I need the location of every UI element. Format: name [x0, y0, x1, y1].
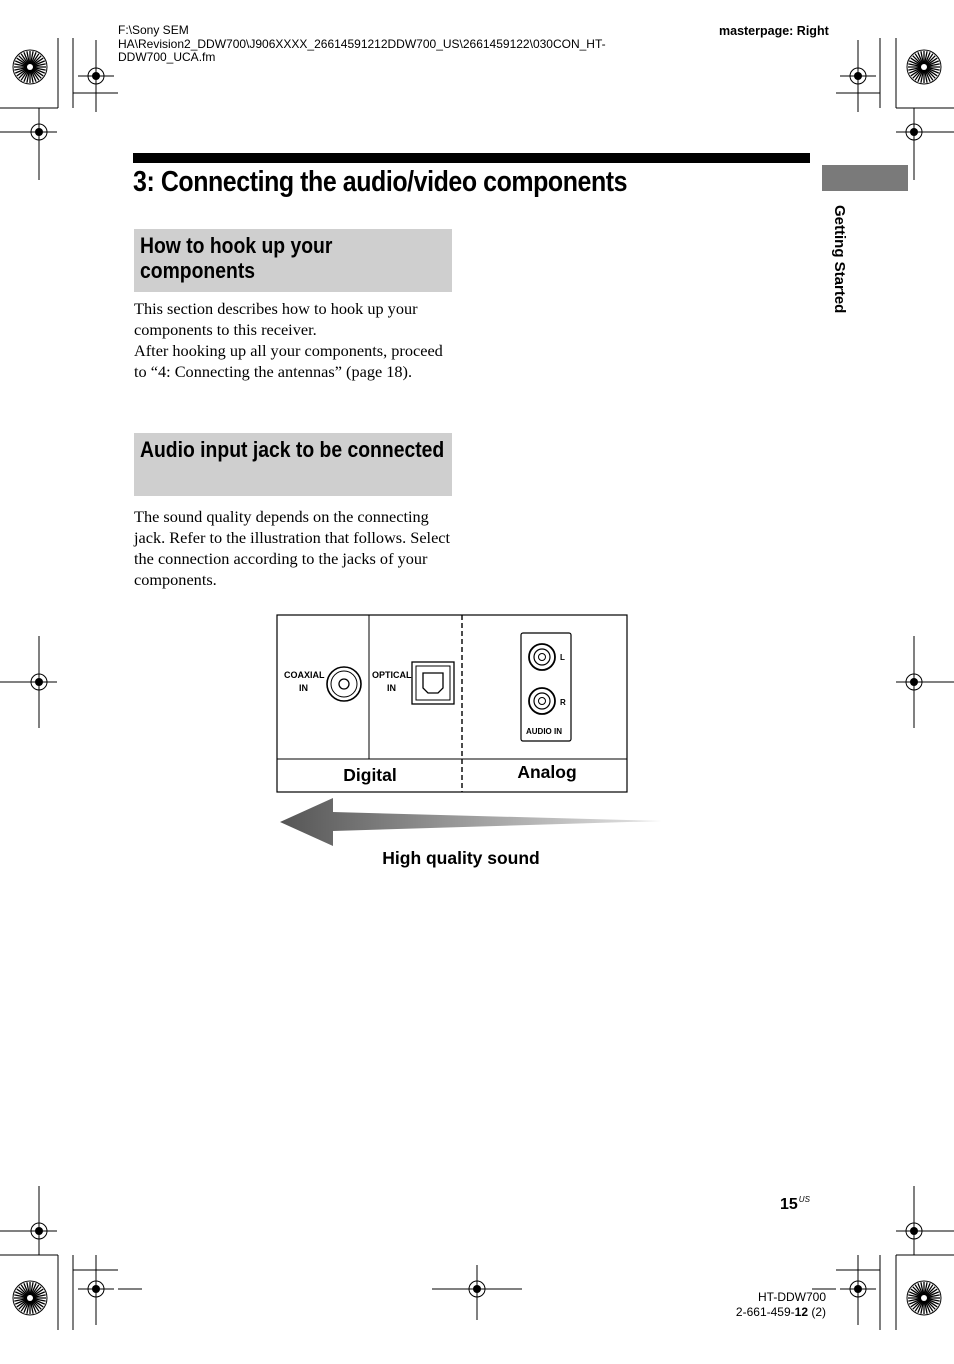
- section-heading: How to hook up your components: [140, 233, 333, 283]
- optical-in-label: IN: [387, 683, 396, 693]
- optical-jack-icon: [412, 662, 454, 704]
- paragraph: After hooking up all your components, proceed to “4: Connecting the antennas” (page 18).: [134, 341, 443, 381]
- audio-in-l-jack-icon: [529, 644, 555, 670]
- title-rule: [133, 153, 810, 163]
- optical-label: OPTICAL: [372, 670, 412, 680]
- high-quality-caption: High quality sound: [382, 848, 540, 868]
- side-tab: [822, 165, 908, 191]
- coaxial-in-label: IN: [299, 683, 308, 693]
- digital-label: Digital: [343, 765, 397, 785]
- audio-jack-illustration: [270, 610, 670, 875]
- page-region-suffix: US: [798, 1195, 810, 1204]
- page-number: [780, 1195, 810, 1214]
- audio-in-r-jack-icon: [529, 688, 555, 714]
- side-tab-label: Getting Started: [831, 205, 848, 314]
- section-heading: Audio input jack to be connected: [140, 437, 445, 462]
- part-code-prefix: 2-661-459-: [735, 1304, 795, 1319]
- masterpage-label: masterpage: Right: [719, 24, 829, 38]
- part-code-suffix: (2): [808, 1304, 826, 1319]
- page-title: 3: Connecting the audio/video components: [133, 166, 628, 198]
- audio-in-label: AUDIO IN: [526, 727, 562, 736]
- part-code-bold: 12: [794, 1304, 808, 1319]
- paragraph: The sound quality depends on the connecting jack. Refer to the illustration that follows. Select the connection according to the jacks of your components.: [134, 507, 451, 589]
- paragraph: This section describes how to hook up your components to this receiver.: [134, 299, 418, 339]
- quality-arrow-icon: [280, 798, 662, 846]
- file-path: F:\Sony SEM HA\Revision2_DDW700\J906XXXX_26614591212DDW700_US\2661459122\030CON_HT- DDW700_UCA.fm: [118, 23, 606, 64]
- page-number-value: 15: [780, 1196, 798, 1213]
- coaxial-jack-icon: [327, 667, 361, 701]
- part-code: [700, 1305, 826, 1320]
- left-channel-label: L: [560, 653, 565, 662]
- coaxial-label: COAXIAL: [284, 670, 325, 680]
- right-channel-label: R: [560, 698, 566, 707]
- model-name: HT-DDW700: [757, 1290, 826, 1304]
- section-heading-box: [134, 229, 452, 292]
- section-heading-box: [134, 433, 452, 496]
- section-body: [134, 506, 459, 590]
- model-block: [700, 1290, 826, 1319]
- side-tab-label-wrapper: [818, 205, 858, 335]
- section-body: [134, 298, 459, 382]
- analog-label: Analog: [517, 762, 577, 782]
